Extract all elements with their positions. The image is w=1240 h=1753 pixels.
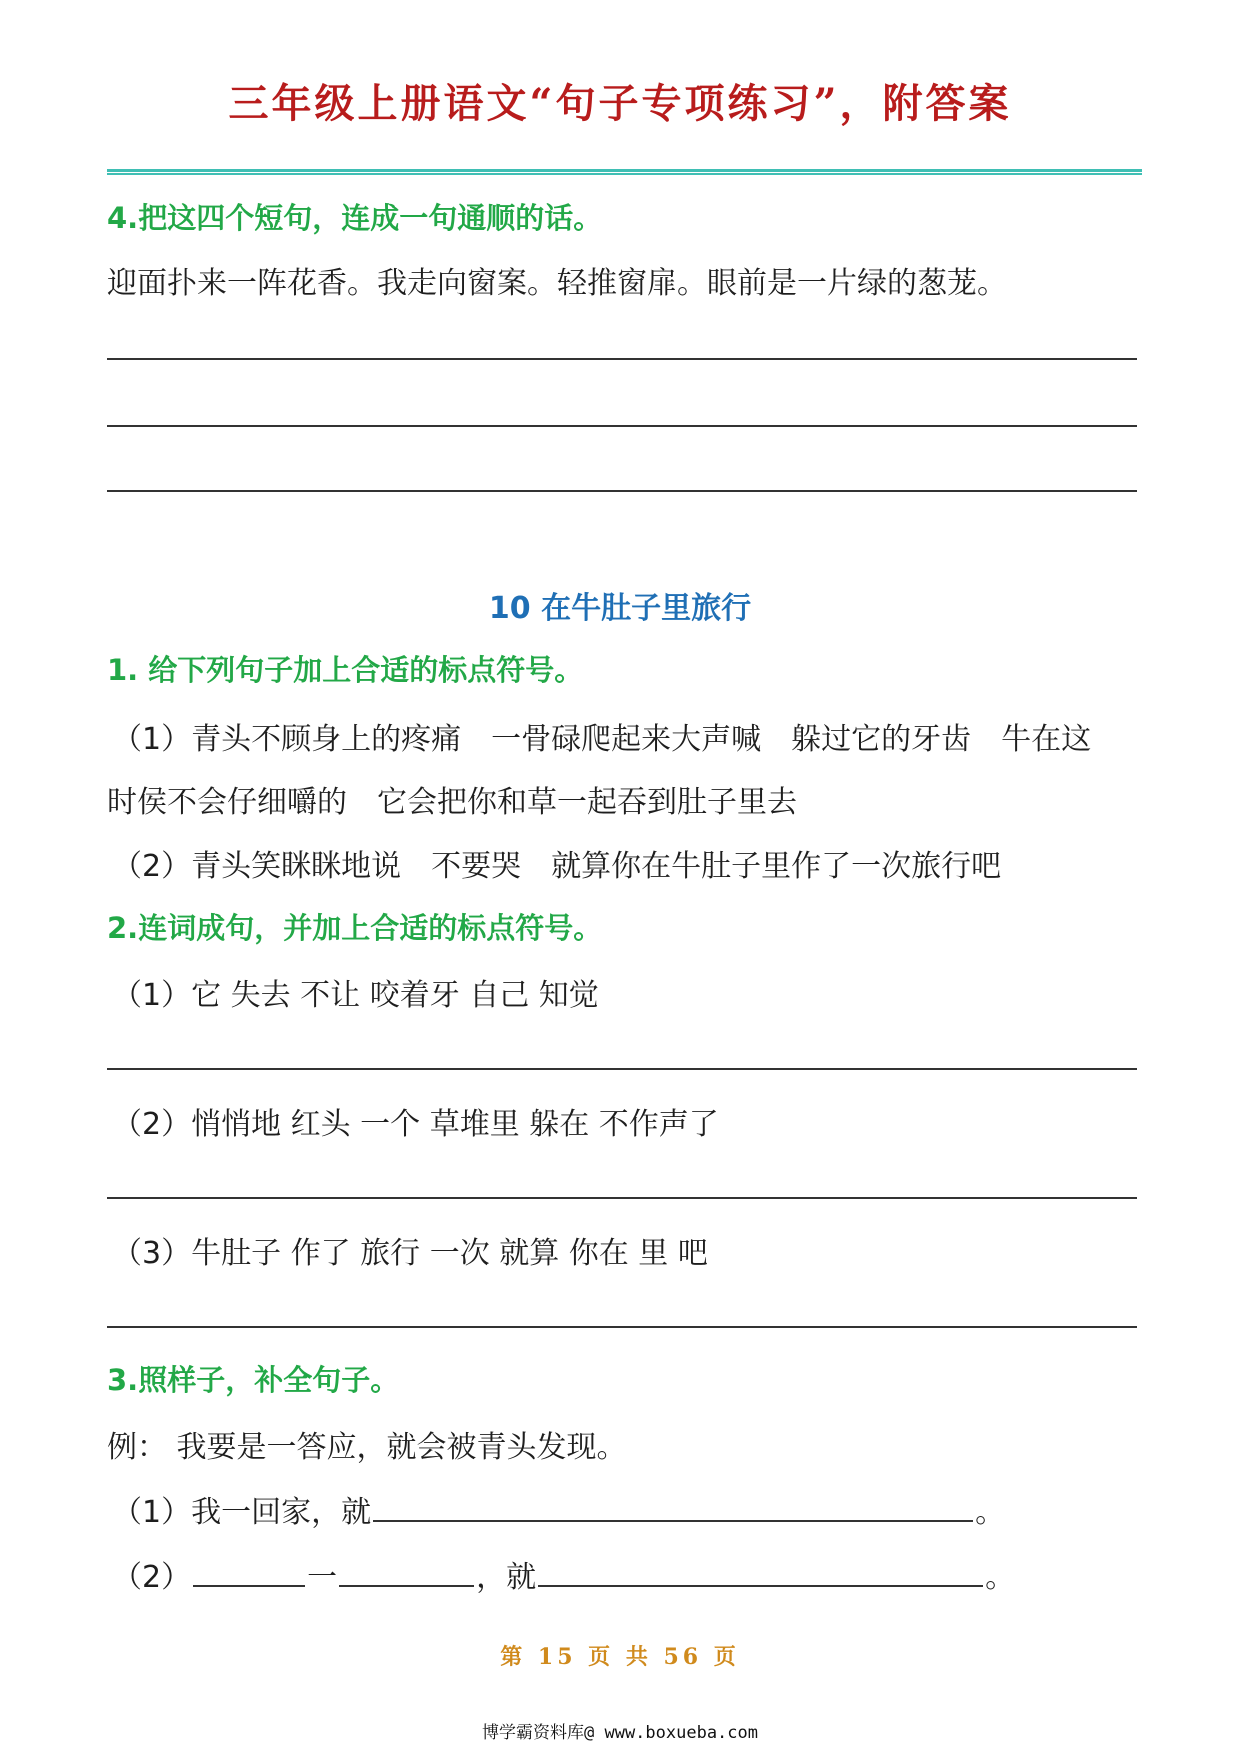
lesson-q3-heading: 3.照样子，补全句子。 xyxy=(107,1363,400,1397)
answer-line-q2-3[interactable] xyxy=(107,1326,1137,1328)
fill-blank[interactable] xyxy=(373,1490,973,1522)
lesson-q3-item2-end: 。 xyxy=(985,1560,1016,1595)
lesson-q1-item1-line2: 时侯不会仔细嚼的 它会把你和草一起吞到肚子里去 xyxy=(107,785,797,820)
lesson-q3-example: 例： 我要是一答应，就会被青头发现。 xyxy=(107,1430,627,1465)
fill-blank[interactable] xyxy=(339,1555,474,1587)
lesson-q1-item1-line1: （1）青头不顾身上的疼痛 一骨碌爬起来大声喊 躲过它的牙齿 牛在这 xyxy=(112,722,1092,757)
lesson-q2-item2: （2）悄悄地 红头 一个 草堆里 躲在 不作声了 xyxy=(112,1107,719,1142)
page-title: 三年级上册语文“句子专项练习”，附答案 xyxy=(228,80,1012,127)
answer-line-2[interactable] xyxy=(107,425,1137,427)
answer-line-3[interactable] xyxy=(107,490,1137,492)
answer-line-q2-2[interactable] xyxy=(107,1197,1137,1199)
lesson-q2-heading: 2.连词成句，并加上合适的标点符号。 xyxy=(107,911,603,945)
lesson-title: 10 在牛肚子里旅行 xyxy=(488,591,752,626)
lesson-q1-item2: （2）青头笑眯眯地说 不要哭 就算你在牛肚子里作了一次旅行吧 xyxy=(112,849,1002,884)
lesson-q1-heading: 1. 给下列句子加上合适的标点符号。 xyxy=(107,653,584,687)
question-4-heading: 4.把这四个短句，连成一句通顺的话。 xyxy=(107,201,603,235)
lesson-q2-item1: （1）它 失去 不让 咬着牙 自己 知觉 xyxy=(112,978,599,1013)
answer-line-q2-1[interactable] xyxy=(107,1068,1137,1070)
lesson-q3-item2-mid1: 一 xyxy=(307,1560,338,1595)
fill-blank[interactable] xyxy=(193,1555,305,1587)
fill-blank[interactable] xyxy=(538,1555,983,1587)
lesson-q3-item2-mid2: ，就 xyxy=(476,1560,537,1595)
lesson-q3-item2 xyxy=(112,1552,1015,1596)
question-4-sentences: 迎面扑来一阵花香。我走向窗案。轻推窗扉。眼前是一片绿的葱茏。 xyxy=(107,266,1007,301)
lesson-q2-item3: （3）牛肚子 作了 旅行 一次 就算 你在 里 吧 xyxy=(112,1236,708,1271)
site-footer: 博学霸资料库@ www.boxueba.com xyxy=(482,1723,758,1743)
lesson-q3-item1-prefix: （1）我一回家，就 xyxy=(112,1495,372,1530)
lesson-q3-item1-end: 。 xyxy=(975,1495,1006,1530)
lesson-q3-item1 xyxy=(112,1487,1005,1531)
answer-line-1[interactable] xyxy=(107,358,1137,360)
page-number: 第 15 页 共 56 页 xyxy=(500,1644,740,1670)
lesson-q3-item2-prefix: （2） xyxy=(112,1560,192,1595)
title-divider xyxy=(107,169,1142,175)
